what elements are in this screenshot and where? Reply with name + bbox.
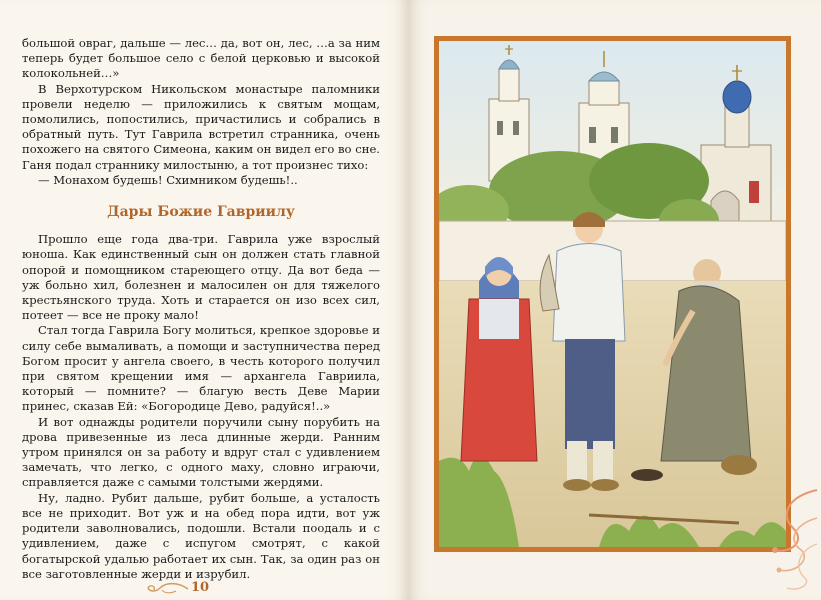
paragraph: большой овраг, дальше — лес… да, вот он, лес, …а за ним теперь будет большое село с белой церковью и высокой колокольней…» bbox=[22, 36, 380, 81]
illustration-frame bbox=[434, 36, 791, 552]
paragraph: Стал тогда Гаврила Богу молиться, крепкое здоровье и силу себе вымаливать, а помощи и заступничества перед Богом просит у ангела своего, в честь которого получил при святом крещении имя — архангела Гавриила, который — помните? — благую весть Деве Марии принес, сказав Ей: «Богородице Дево, радуйся!..» bbox=[22, 323, 380, 414]
left-page bbox=[0, 0, 408, 600]
page-number: 10 bbox=[191, 580, 210, 595]
paragraph: И вот однажды родители поручили сыну порубить на дрова привезенные из леса длинные жерди. Ранним утром принялся он за работу и вдруг стал с удивлением замечать, что легко, с одного маху, словно играючи, справляется даже с самыми толстыми жердями. bbox=[22, 414, 380, 490]
alms-bowl-icon bbox=[631, 469, 663, 481]
paragraph: Ну, ладно. Рубит дальше, рубит больше, а усталость все не приходит. Вот уж и на обед пора идти, вот уж родители заволновались, подошли. Встали поодаль и с удивлением, даже с испугом смотрят, с какой богатырской удалью работает их сын. Так, за один раз он все заготовленные жерди и изрубил. bbox=[22, 490, 380, 581]
page-number-ornament-icon bbox=[146, 580, 190, 596]
pilgrims-illustration bbox=[439, 41, 786, 547]
paragraph: — Монахом будешь! Схимником будешь!.. bbox=[38, 172, 298, 187]
chapter-heading: Дары Божие Гавриилу bbox=[107, 204, 295, 221]
corner-ornament-icon bbox=[749, 484, 819, 594]
paragraph: В Верхотурском Никольском монастыре паломники провели неделю — приложились к святым мощам, помолились, попостились, причастились и собрались в обратный путь. Тут Гаврила встретил странника, очень похожего на святого Симеона, каким он видел его во сне. Ганя подал страннику милостыню, а тот произнес тихо: bbox=[22, 81, 380, 172]
text-block bbox=[22, 36, 380, 582]
paragraph: Прошло еще года два-три. Гаврила уже взрослый юноша. Как единственный сын он должен стать главной опорой и помощником стареющего отцу. Да вот беда — уж больно хил, болезнен и малосилен он для тяжелого крестьянского труда. Хоть и старается он изо всех сил, потеет — все не проку мало! bbox=[22, 232, 380, 323]
